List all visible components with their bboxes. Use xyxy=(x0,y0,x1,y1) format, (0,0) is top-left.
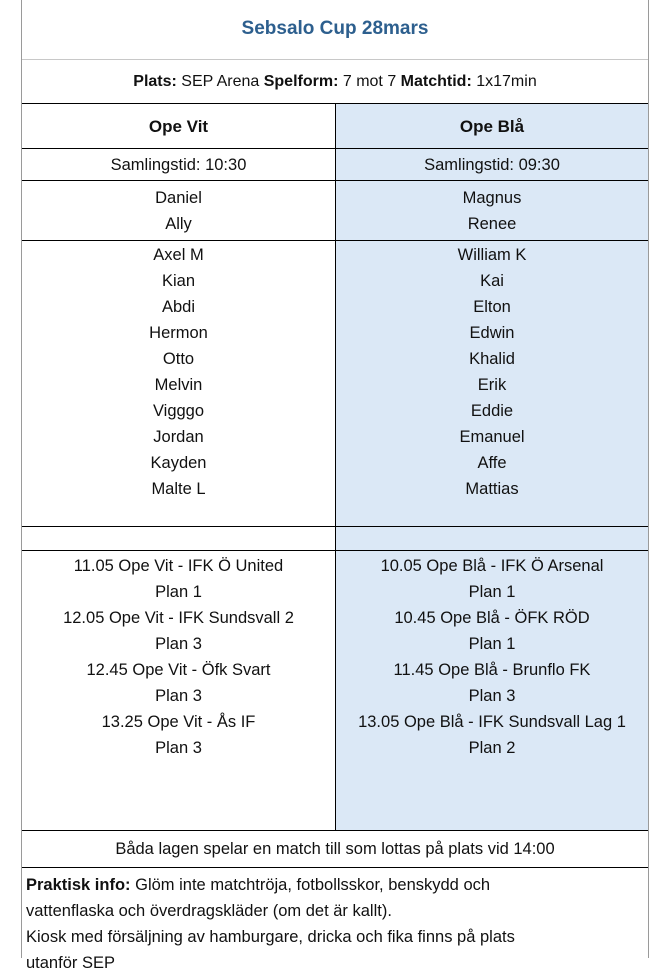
player-name: Eddie xyxy=(470,402,514,420)
match-line: 10.05 Ope Blå - IFK Ö Arsenal xyxy=(380,557,604,575)
page-title: Sebsalo Cup 28mars xyxy=(241,18,429,39)
leaders-right xyxy=(335,181,648,241)
team-header-row xyxy=(22,104,648,149)
matches-right xyxy=(335,551,648,831)
player-name: Abdi xyxy=(161,298,196,316)
players-right xyxy=(335,241,648,527)
match-plan: Plan 3 xyxy=(155,687,202,705)
extra-match-note: Båda lagen spelar en match till som lottas på plats vid 14:00 xyxy=(115,840,555,858)
players-row xyxy=(22,241,648,527)
player-name: Edwin xyxy=(469,324,515,342)
praktisk-line-4: utanför SEP xyxy=(26,954,115,972)
player-name: Jordan xyxy=(153,428,204,446)
player-name: Kian xyxy=(161,272,196,290)
team-name-right: Ope Blå xyxy=(335,104,648,149)
player-name: Hermon xyxy=(149,324,208,342)
schedule-sheet xyxy=(21,0,649,972)
match-plan: Plan 1 xyxy=(468,635,516,653)
match-line: 11.05 Ope Vit - IFK Ö United xyxy=(73,557,284,575)
match-line: 13.25 Ope Vit - Ås IF xyxy=(101,713,256,731)
match-plan: Plan 3 xyxy=(155,635,202,653)
leader-name: Renee xyxy=(467,215,517,233)
player-name: Axel M xyxy=(153,246,204,264)
spacer-right xyxy=(335,527,648,551)
player-name: Emanuel xyxy=(459,428,525,446)
praktisk-line-3: Kiosk med försäljning av hamburgare, dricka och fika finns på plats xyxy=(26,928,515,946)
player-name: Vigggo xyxy=(152,402,205,420)
leader-name: Daniel xyxy=(155,189,202,207)
note-row xyxy=(22,831,648,867)
spacer-left xyxy=(22,527,335,551)
match-plan: Plan 1 xyxy=(155,583,202,601)
match-plan: Plan 2 xyxy=(468,739,516,757)
match-plan: Plan 1 xyxy=(468,583,516,601)
praktisk-line-1: Glöm inte matchtröja, fotbollsskor, benskydd och xyxy=(135,876,491,894)
players-left xyxy=(22,241,335,527)
title-row xyxy=(22,0,648,59)
leader-name: Magnus xyxy=(462,189,522,207)
player-name: Khalid xyxy=(469,350,515,368)
plats-label: Plats: xyxy=(133,73,177,90)
player-name: Mattias xyxy=(465,480,519,498)
spelform-value: 7 mot 7 xyxy=(342,73,397,90)
player-name: Melvin xyxy=(154,376,203,394)
player-name: Malte L xyxy=(151,480,206,498)
match-line: 13.05 Ope Blå - IFK Sundsvall Lag 1 xyxy=(358,713,626,731)
match-plan: Plan 3 xyxy=(155,739,202,757)
praktisk-info xyxy=(22,868,648,976)
player-name: William K xyxy=(457,246,527,264)
team-name-left: Ope Vit xyxy=(148,117,209,136)
leaders-row xyxy=(22,181,648,241)
player-name: Kai xyxy=(480,272,504,290)
player-name: Otto xyxy=(162,350,195,368)
leaders-left xyxy=(22,181,335,241)
samlingstid-left: Samlingstid: 10:30 xyxy=(110,156,247,174)
match-info xyxy=(22,60,648,103)
praktisk-line-2: vattenflaska och överdragskläder (om det är kallt). xyxy=(26,902,392,920)
match-line: 10.45 Ope Blå - ÖFK RÖD xyxy=(394,609,590,627)
praktisk-label: Praktisk info: xyxy=(26,876,131,894)
player-name: Kayden xyxy=(150,454,207,472)
match-line: 12.05 Ope Vit - IFK Sundsvall 2 xyxy=(63,609,294,627)
samlingstid-right: Samlingstid: 09:30 xyxy=(335,149,648,181)
spelform-label: Spelform: xyxy=(263,73,339,90)
player-name: Erik xyxy=(477,376,507,394)
samlingstid-row xyxy=(22,149,648,181)
leader-name: Ally xyxy=(165,215,192,233)
match-line: 11.45 Ope Blå - Brunflo FK xyxy=(393,661,591,679)
matchtid-label: Matchtid: xyxy=(400,73,472,90)
spacer-row xyxy=(22,527,648,551)
praktisk-row xyxy=(22,868,648,972)
player-name: Affe xyxy=(477,454,507,472)
player-name: Elton xyxy=(473,298,511,316)
plats-value: SEP Arena xyxy=(181,73,260,90)
matchtid-value: 1x17min xyxy=(476,73,537,90)
info-row xyxy=(22,60,648,103)
match-line: 12.45 Ope Vit - Öfk Svart xyxy=(86,661,271,679)
matches-row xyxy=(22,551,648,831)
match-plan: Plan 3 xyxy=(468,687,516,705)
matches-left xyxy=(22,551,335,831)
